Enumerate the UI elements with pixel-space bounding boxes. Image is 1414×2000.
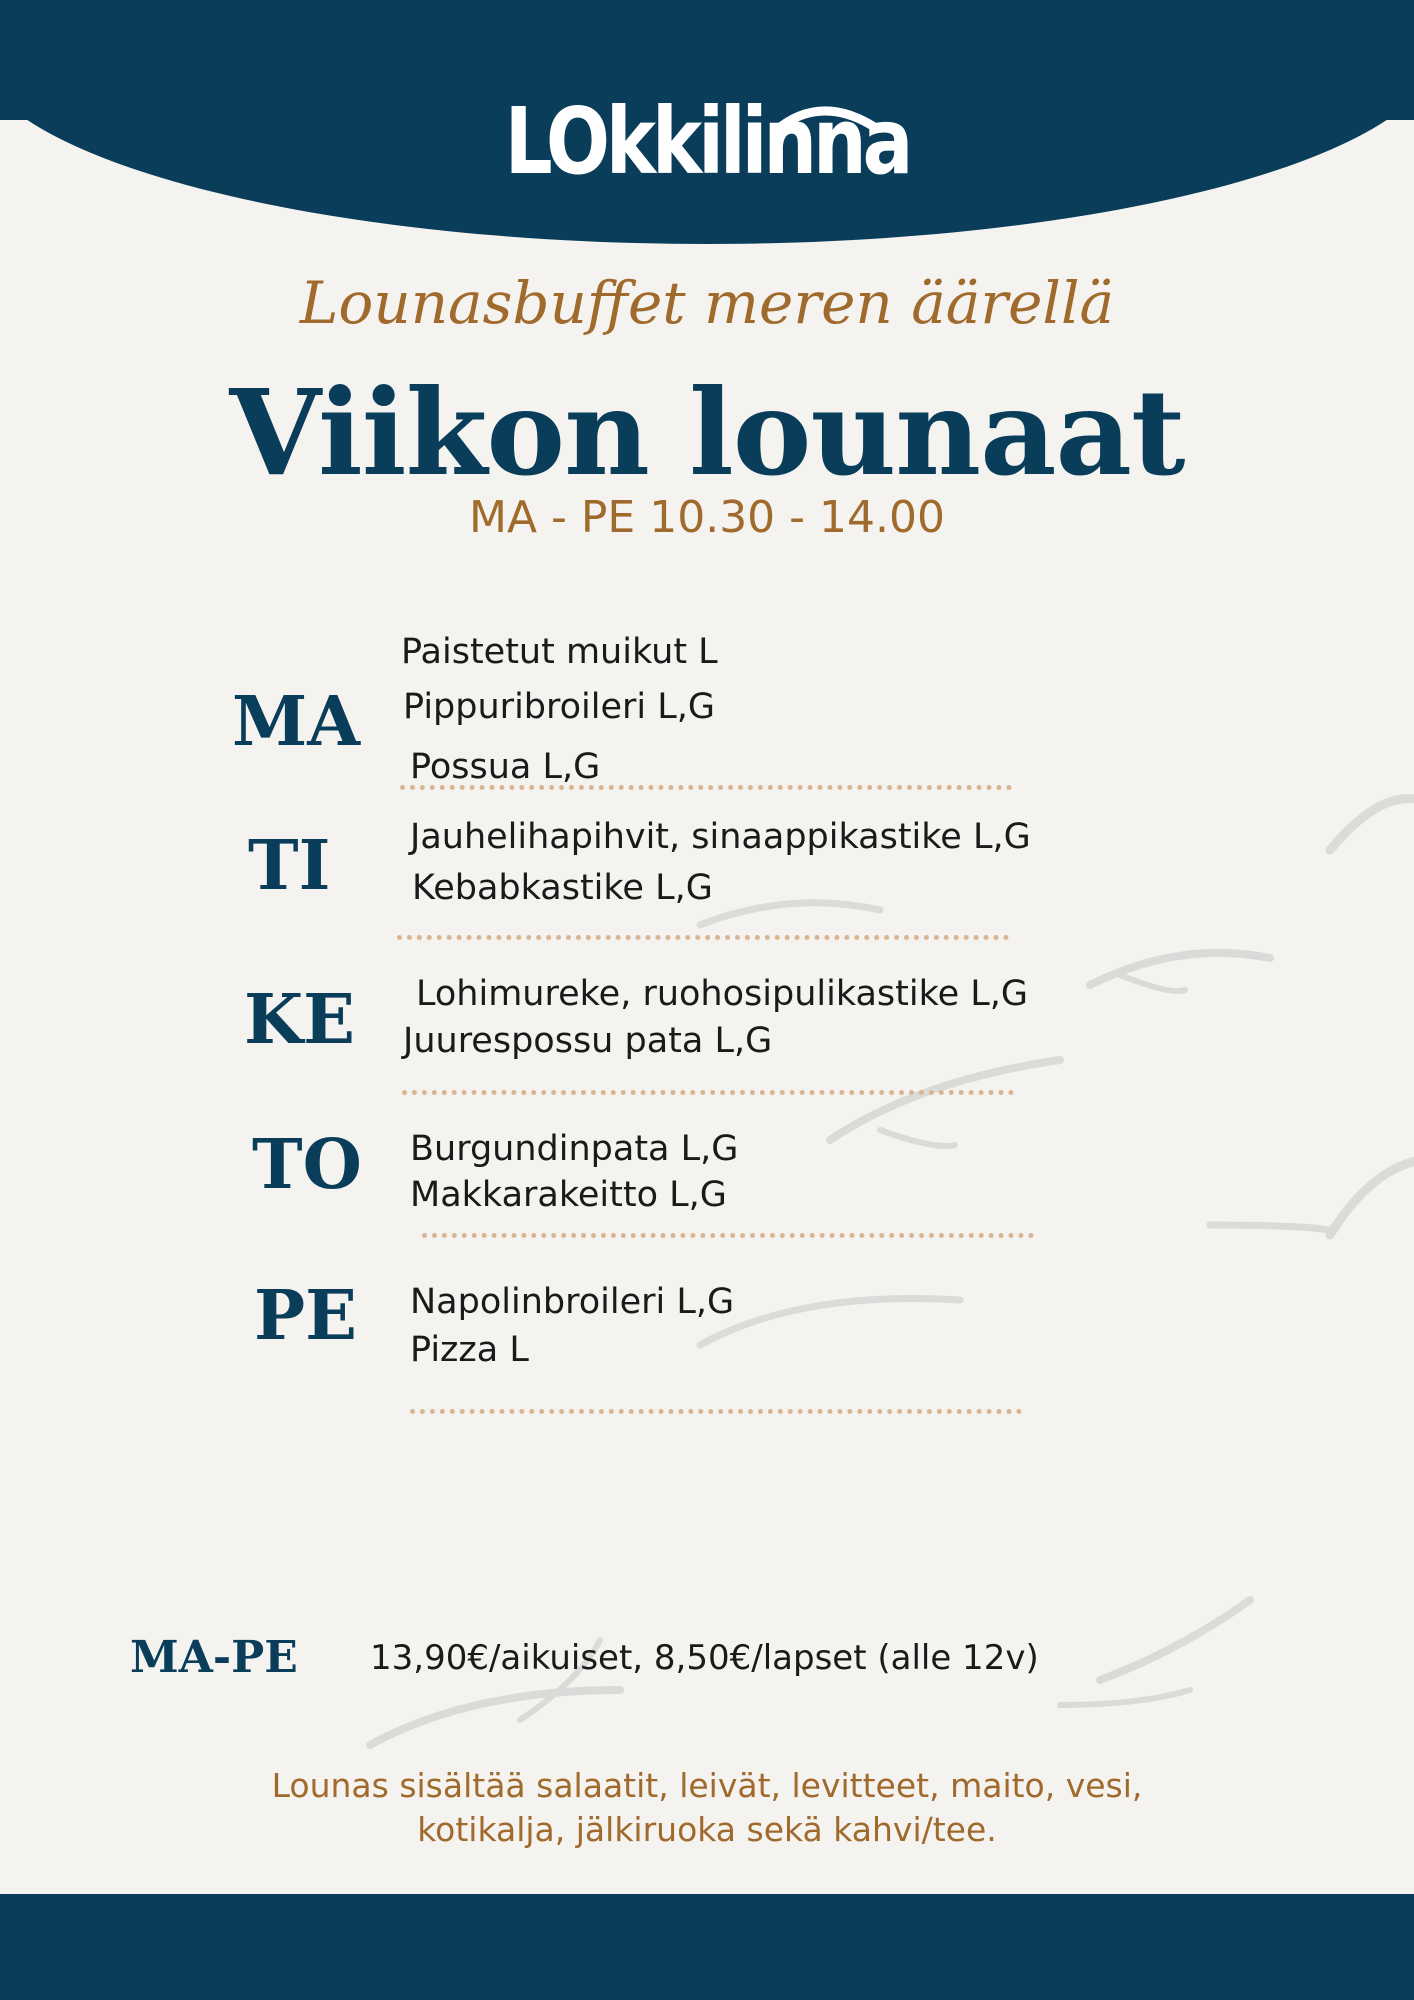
dish-item: Lohimureke, ruohosipulikastike L,G xyxy=(416,974,1029,1014)
footer-band xyxy=(0,1894,1414,2000)
opening-hours: MA - PE 10.30 - 14.00 xyxy=(468,492,945,543)
day-separator xyxy=(402,1090,1014,1095)
dish-item: Possua L,G xyxy=(410,747,601,787)
price-days-label: MA-PE xyxy=(130,1632,298,1683)
day-label-ti: TI xyxy=(248,826,331,906)
dish-item: Napolinbroileri L,G xyxy=(410,1282,735,1322)
dish-item: Juurespossu pata L,G xyxy=(403,1021,773,1061)
day-separator xyxy=(400,785,1012,790)
logo: LOkkilinna xyxy=(504,88,910,195)
day-label-ke: KE xyxy=(244,980,355,1060)
day-label-pe: PE xyxy=(254,1276,357,1356)
day-separator xyxy=(422,1233,1034,1238)
day-label-to: TO xyxy=(252,1125,362,1205)
dish-item: Paistetut muikut L xyxy=(401,632,718,672)
included-note-line-1: Lounas sisältää salaatit, leivät, levitteet, maito, vesi, xyxy=(271,1766,1143,1805)
dish-item: Burgundinpata L,G xyxy=(410,1129,739,1169)
page-title: Viikon lounaat xyxy=(229,363,1185,502)
dish-item: Kebabkastike L,G xyxy=(412,868,713,908)
dish-item: Makkarakeitto L,G xyxy=(410,1175,727,1215)
included-note xyxy=(0,1764,1414,1852)
dish-item: Pippuribroileri L,G xyxy=(403,687,716,727)
dish-item: Pizza L xyxy=(410,1330,529,1370)
day-separator xyxy=(397,935,1009,940)
tagline: Lounasbuffet meren äärellä xyxy=(299,269,1115,337)
day-separator xyxy=(410,1409,1022,1414)
day-label-ma: MA xyxy=(232,682,361,762)
dish-item: Jauhelihapihvit, sinaappikastike L,G xyxy=(410,817,1031,857)
included-note-line-2: kotikalja, jälkiruoka sekä kahvi/tee. xyxy=(417,1810,997,1849)
price-text: 13,90€/aikuiset, 8,50€/lapset (alle 12v) xyxy=(370,1638,1039,1678)
